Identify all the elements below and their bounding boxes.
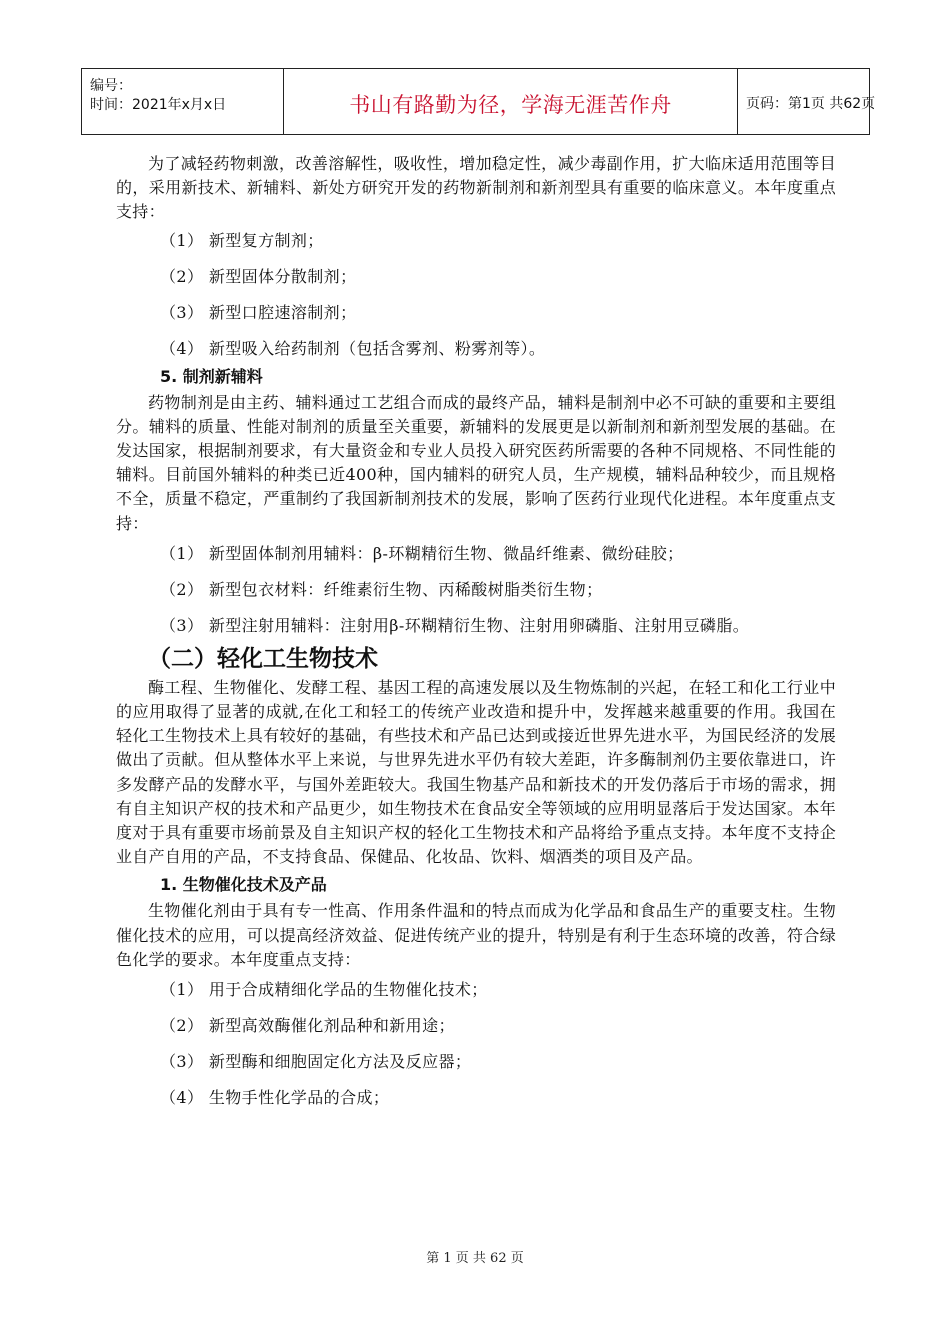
list-item: （1） 新型复方制剂；	[160, 230, 324, 250]
header-page-cell	[738, 69, 876, 134]
biocatalysis-paragraph: 生物催化剂由于具有专一性高、作用条件温和的特点而成为化学品和食品生产的重要支柱。生物催化技术的应用，可以提高经济效益、促进传统产业的提升，特别是有利于生态环境的改善，符合绿色化学的要求。本年度重点支持：	[116, 901, 836, 969]
header-meta-cell	[82, 69, 284, 134]
document-header	[81, 68, 876, 135]
list-item: （3） 新型口腔速溶制剂；	[160, 302, 357, 322]
biotech-paragraph: 酶工程、生物催化、发酵工程、基因工程的高速发展以及生物炼制的兴起，在轻工和化工行业中的应用取得了显著的成就,在化工和轻工的传统产业改造和提升中，发挥越来越重要的作用。我国在轻化工生物技术上具有较好的基础，有些技术和产品已达到或接近世界先进水平，为国民经济的发展做出了贡献。但从整体水平上来说，与世界先进水平仍有较大差距，许多酶制剂仍主要依靠进口，许多发酵产品的发酵水平，与国外差距较大。我国生物基产品和新技术的开发仍落后于市场的需求，拥有自主知识产权的技术和产品更少，如生物技术在食品安全等领域的应用明显落后于发达国家。本年度对于具有重要市场前景及自主知识产权的轻化工生物技术和产品将给予重点支持。本年度不支持企业自产自用的产品，不支持食品、保健品、化妆品、饮料、烟酒类的项目及产品。	[116, 677, 836, 867]
list-item: （4） 生物手性化学品的合成；	[160, 1088, 390, 1108]
list-item: （1） 用于合成精细化学品的生物催化技术；	[160, 980, 488, 1000]
header-page-info: 页码：第1页 共62页	[746, 96, 876, 112]
page-footer: 第 1 页 共 62 页	[426, 1251, 524, 1266]
list-item: （1） 新型固体制剂用辅料：β-环糊精衍生物、微晶纤维素、微纷硅胶；	[160, 543, 684, 563]
list-item: （2） 新型高效酶催化剂品种和新用途；	[160, 1016, 455, 1036]
excipients-paragraph: 药物制剂是由主药、辅料通过工艺组合而成的最终产品，辅料是制剂中必不可缺的重要和主要组分。辅料的质量、性能对制剂的质量至关重要，新辅料的发展更是以新制剂和新剂型发展的基础。在发达国家，根据制剂要求，有大量资金和专业人员投入研究医药所需要的各种不同规格、不同性能的辅料。目前国外辅料的种类已近400种，国内辅料的研究人员，生产规模，辅料品种较少，而且规格不全，质量不稳定，严重制约了我国新制剂技术的发展，影响了医药行业现代化进程。本年度重点支持：	[116, 392, 836, 533]
section-heading-biocatalysis: 1. 生物催化技术及产品	[160, 875, 327, 895]
section-heading-excipients: 5. 制剂新辅料	[160, 366, 263, 386]
list-item: （3） 新型注射用辅料：注射用β-环糊精衍生物、注射用卵磷脂、注射用豆磷脂。	[160, 615, 750, 635]
section-heading-biotech: （二）轻化工生物技术	[148, 645, 378, 672]
biocatalysis-list	[116, 978, 836, 1122]
excipients-list	[116, 542, 836, 642]
document-date-label: 时间：2021年x月x日	[90, 97, 227, 113]
header-motto-cell	[284, 69, 738, 134]
intro-paragraph: 为了减轻药物刺激，改善溶解性，吸收性，增加稳定性，减少毒副作用，扩大临床适用范围等目的，采用新技术、新辅料、新处方研究开发的药物新制剂和新剂型具有重要的临床意义。本年度重点支持：	[116, 154, 836, 222]
list-item: （4） 新型吸入给药制剂（包括含雾剂、粉雾剂等）。	[160, 338, 546, 358]
formulation-list	[116, 229, 836, 365]
document-code-label: 编号：	[90, 78, 132, 94]
list-item: （3） 新型酶和细胞固定化方法及反应器；	[160, 1052, 472, 1072]
list-item: （2） 新型固体分散制剂；	[160, 266, 357, 286]
document-body	[116, 152, 836, 1122]
header-motto: 书山有路勤为径，学海无涯苦作舟	[349, 93, 672, 117]
list-item: （2） 新型包衣材料：纤维素衍生物、丙稀酸树脂类衍生物；	[160, 579, 603, 599]
